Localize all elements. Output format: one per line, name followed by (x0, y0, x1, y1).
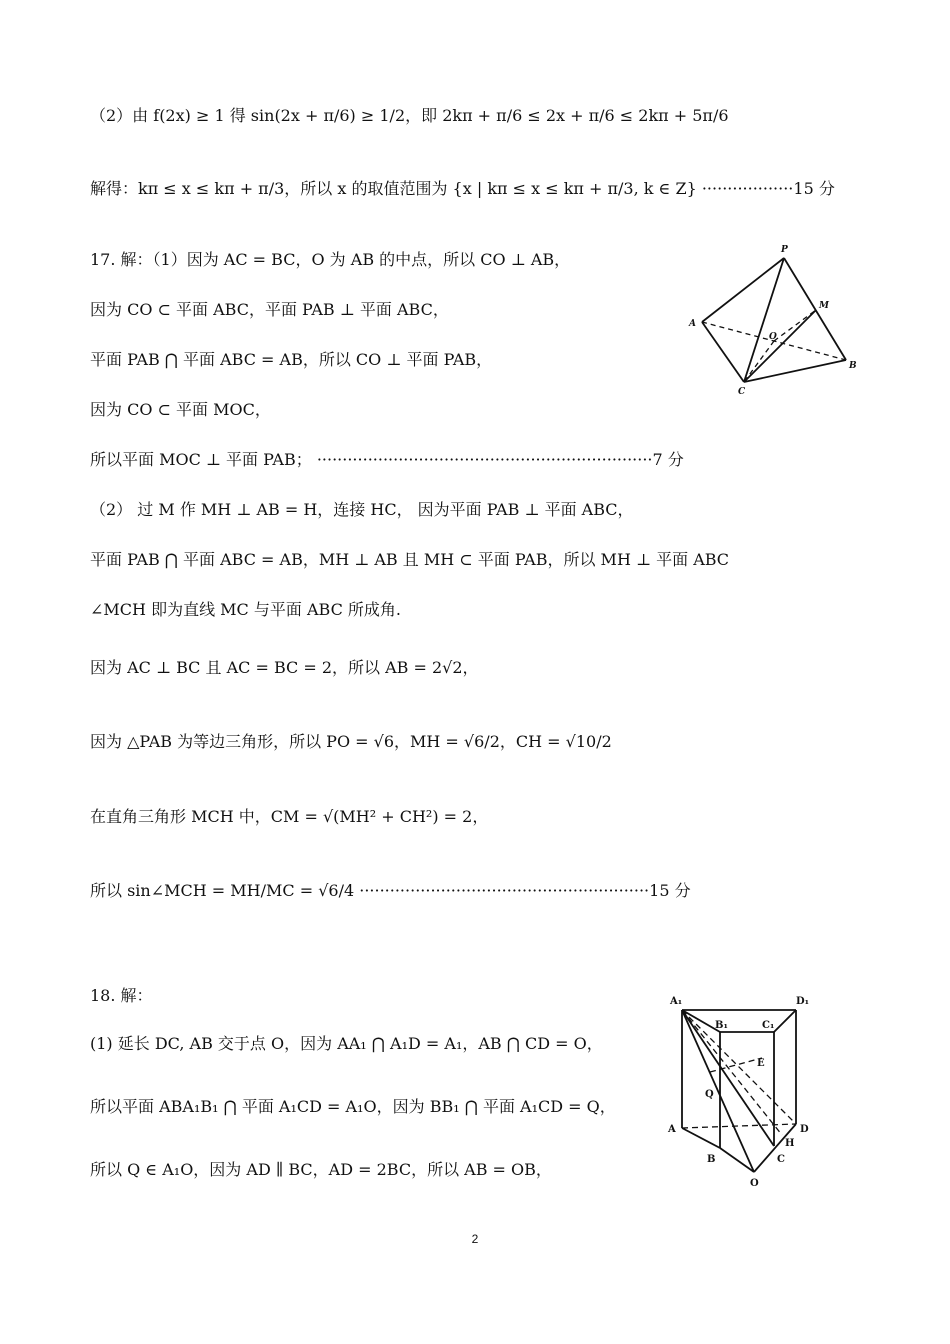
label-d: D (800, 1124, 809, 1135)
edge-ad-dashed (682, 1124, 796, 1128)
edge-bc (744, 360, 846, 382)
label-e: E (757, 1058, 765, 1069)
label-o: O (750, 1178, 759, 1189)
text-line-17: 所以平面 ABA₁B₁ ⋂ 平面 A₁CD = A₁O，因为 BB₁ ⋂ 平面 A₁CD = Q， (90, 1097, 616, 1116)
label-b: B (849, 361, 857, 371)
text-line-10: ∠MCH 即为直线 MC 与平面 ABC 所成角. (90, 600, 401, 619)
text-line-3: 17. 解：（1）因为 AC = BC，O 为 AB 的中点，所以 CO ⊥ AB， (90, 250, 571, 269)
edge-om-dashed (774, 310, 816, 341)
figure-17-tetrahedron (680, 240, 860, 400)
label-m: M (819, 301, 829, 311)
text-line-8: （2） 过 M 作 MH ⊥ AB = H，连接 HC， 因为平面 PAB ⊥ 平面 ABC， (90, 500, 634, 519)
text-line-14: 所以 sin∠MCH = MH/MC = √6/4 ·························································15 分 (90, 881, 691, 900)
text-line-2: 解得：kπ ≤ x ≤ kπ + π/3，所以 x 的取值范围为 {x | kπ ≤ x ≤ kπ + π/3, k ∈ Z} ··················15 分 (90, 179, 835, 198)
edge-pa (702, 258, 784, 322)
edge-a1c (682, 1010, 774, 1146)
label-p: P (781, 245, 788, 255)
page-number: 2 (471, 1232, 479, 1246)
text-line-13: 在直角三角形 MCH 中，CM = √(MH² + CH²) = 2， (90, 807, 489, 826)
edge-pc (744, 258, 784, 382)
figure-18-prism (664, 990, 824, 1190)
text-line-11: 因为 AC ⊥ BC 且 AC = BC = 2，所以 AB = 2√2， (90, 658, 479, 677)
text-line-15: 18. 解： (90, 986, 153, 1005)
label-a: A (668, 1124, 676, 1135)
label-c: C (738, 387, 746, 397)
label-c1: C₁ (762, 1020, 775, 1031)
text-line-5: 平面 PAB ⋂ 平面 ABC = AB，所以 CO ⊥ 平面 PAB， (90, 350, 493, 369)
edge-qe-dashed (710, 1058, 762, 1072)
edge-c1d1 (774, 1010, 796, 1032)
text-line-18: 所以 Q ∈ A₁O，因为 AD ∥ BC，AD = 2BC，所以 AB = OB， (90, 1160, 552, 1179)
label-a1: A₁ (670, 996, 683, 1007)
text-line-4: 因为 CO ⊂ 平面 ABC，平面 PAB ⊥ 平面 ABC， (90, 300, 449, 319)
label-d1: D₁ (796, 996, 810, 1007)
text-line-9: 平面 PAB ⋂ 平面 ABC = AB，MH ⊥ AB 且 MH ⊂ 平面 PAB，所以 MH ⊥ 平面 ABC (90, 550, 730, 569)
label-h: H (785, 1138, 795, 1149)
label-a: A (689, 319, 696, 329)
text-line-6: 因为 CO ⊂ 平面 MOC， (90, 400, 271, 419)
edge-pb (784, 258, 846, 360)
label-q: Q (705, 1089, 714, 1100)
text-line-12: 因为 △PAB 为等边三角形，所以 PO = √6，MH = √6/2，CH = √10/2 (90, 732, 612, 751)
edge-ab (682, 1128, 720, 1148)
text-line-7: 所以平面 MOC ⊥ 平面 PAB； ··································································7 分 (90, 450, 684, 469)
label-o: O (769, 332, 777, 342)
label-c: C (777, 1154, 785, 1165)
label-b: B (707, 1154, 716, 1165)
text-line-1: （2）由 f(2x) ≥ 1 得 sin(2x + π/6) ≥ 1/2，即 2kπ + π/6 ≤ 2x + π/6 ≤ 2kπ + 5π/6 (90, 106, 729, 125)
label-b1: B₁ (715, 1020, 728, 1031)
text-line-16: (1) 延长 DC, AB 交于点 O，因为 AA₁ ⋂ A₁D = A₁，AB ⋂ CD = O， (90, 1034, 603, 1053)
